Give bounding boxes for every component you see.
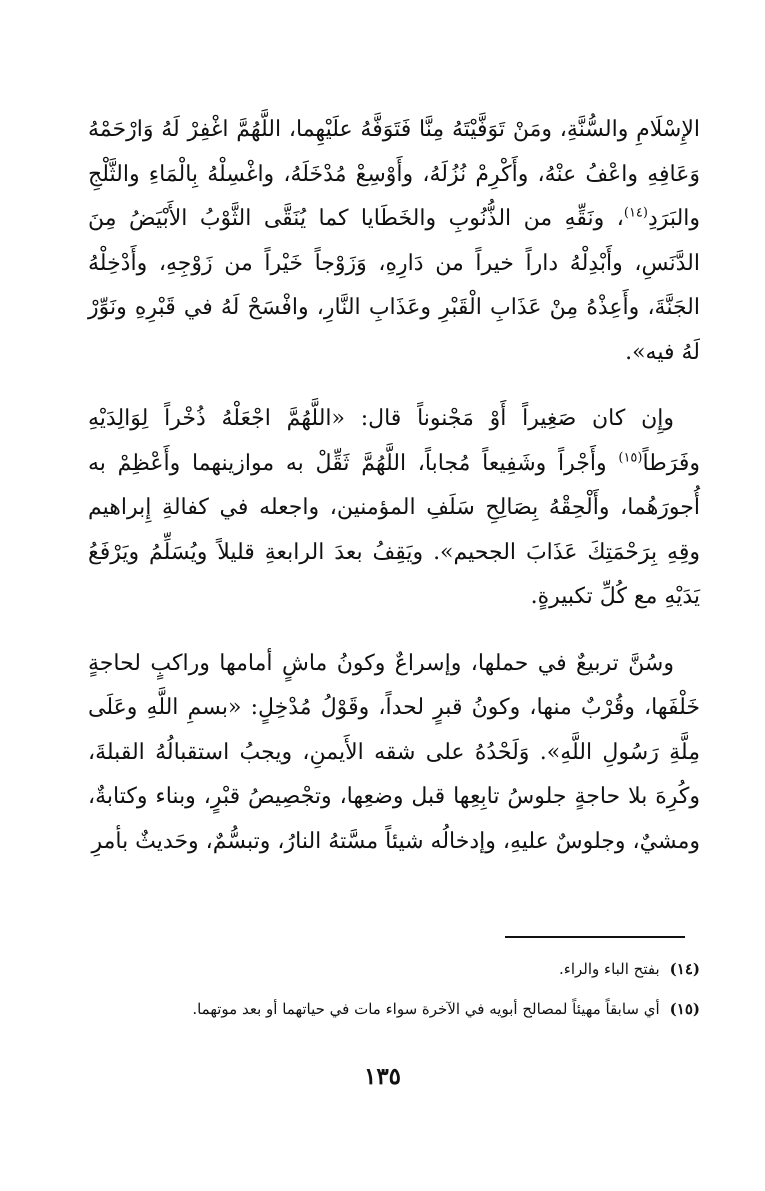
footnote-15	[88, 998, 700, 1020]
paragraph-1-text-b: ، ونَقِّهِ من الذُّنُوبِ والخَطَايا كما يُنَقَّى الثَّوْبُ الأَبْيَضُ مِنَ الدَّنَسِ، وأَبْدِلْهُ داراً خيراً من دَارِهِ، وَزَوْجاً خَيْراً من زَوْجِهِ، وأَدْخِلْهُ الجَنَّةَ، وأَعِذْهُ مِنْ عَذَابِ الْقَبْرِ وعَذَابِ النَّارِ، وافْسَحْ لَهُ في قَبْرِهِ ونَوِّرْ لَهُ فيه».	[88, 206, 700, 365]
paragraph-2-text-a: وإِن كان صَغِيراً أَوْ مَجْنوناً قال: «اللَّهُمَّ اجْعَلْهُ ذُخْراً لِوَالِدَيْهِ وفَرَطاً	[88, 406, 700, 476]
footnote-number: (١٥)	[669, 1000, 700, 1018]
footnote-number: (١٤)	[669, 960, 700, 978]
paragraph-funeral-prayer-child	[88, 397, 700, 620]
footnote-separator	[505, 936, 685, 938]
main-text	[88, 108, 700, 864]
footnote-text: أي سابقاً مهيئاً لمصالح أبويه في الآخرة سواء مات في حياتهما أو بعد موتهما.	[192, 1000, 660, 1018]
paragraph-2-text-b: وأَجْراً وشَفِيعاً مُجاباً، اللَّهُمَّ ثَقِّلْ به موازينهما وأَعْظِمْ به أُجورَهُما، وأَلْحِقْهُ بِصَالِحِ سَلَفِ المؤمنين، واجعله في كفالةِ إِبراهيم وقِهِ بِرَحْمَتِكَ عَذَابَ الجحيم». ويَقِفُ بعدَ الرابعةِ قليلاً ويُسَلِّمُ ويَرْفَعُ يَدَيْهِ مع كُلِّ تكبيرةٍ.	[88, 450, 700, 609]
footnote-text: بفتح الباء والراء.	[559, 960, 660, 978]
paragraph-spacer	[88, 375, 700, 397]
page-number: ١٣٥	[363, 1063, 402, 1090]
footnote-14	[88, 958, 700, 980]
paragraph-spacer	[88, 620, 700, 642]
paragraph-funeral-prayer-adult	[88, 108, 700, 375]
paragraph-burial-rules	[88, 642, 700, 865]
paragraph-1-text-a: الإِسْلَامِ والسُّنَّةِ، ومَنْ تَوَفَّيْتَهُ مِنَّا فَتَوَفَّهُ علَيْهِما، اللَّهُمَّ اغْفِرْ لَهُ وَارْحَمْهُ وَعَافِهِ واعْفُ عنْهُ، وأَكْرِمْ نُزُلَهُ، وأَوْسِعْ مُدْخَلَهُ، واغْسِلْهُ بِالْمَاءِ والثَّلْجِ والبَرَدِ	[88, 117, 701, 231]
paragraph-3-text: وسُنَّ تربيعٌ في حملها، وإسراعٌ وكونُ ماشٍ أمامها وراكبٍ لحاجةٍ خَلْفَها، وقُرْبٌ منها، وكونُ قبرٍ لحداً، وقَوْلُ مُدْخِلٍ: «بسمِ اللَّهِ وعَلَى مِلَّةِ رَسُولِ اللَّهِ». وَلَحْدُهُ على شقه الأَيمنِ، ويجبُ استقبالُهُ القبلةَ، وكُرِهَ بلا حاجةٍ جلوسُ تابِعِها قبل وضعِها، وتجْصِيصُ قبْرٍ، وبناء وكتابةٌ، ومشيٌ، وجلوسٌ عليهِ، وإدخالُه شيئاً مسَّتهُ النارُ، وتبسُّمٌ، وحَديثٌ بأمرِ	[88, 650, 700, 854]
footnotes	[88, 958, 700, 1038]
footnote-ref-14: (١٤)	[623, 205, 648, 221]
footnote-ref-15: (١٥)	[618, 450, 643, 466]
